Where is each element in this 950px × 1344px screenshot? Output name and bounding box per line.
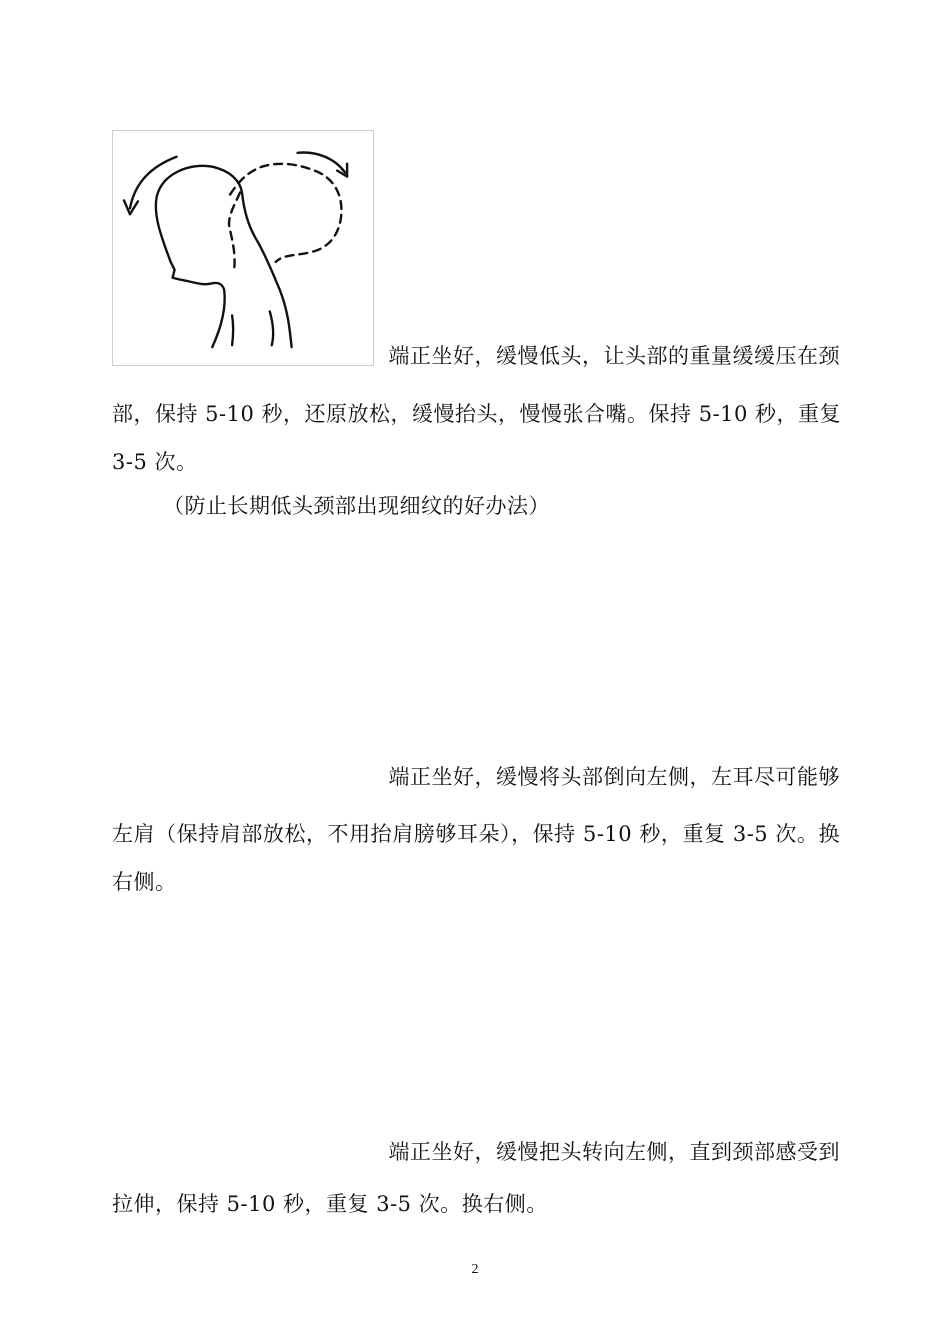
section3-line2: 拉伸，保持 5-10 秒，重复 3-5 次。换右侧。 xyxy=(112,1192,548,1216)
neck-exercise-illustration xyxy=(112,130,374,366)
section3-line1: 端正坐好，缓慢把头转向左侧，直到颈部感受到 xyxy=(388,1140,840,1164)
section2-line2: 左肩（保持肩部放松，不用抬肩膀够耳朵），保持 5-10 秒，重复 3-5 次。换 xyxy=(112,822,840,846)
rotate-right-arrow xyxy=(298,153,346,173)
neck-line-right xyxy=(270,311,273,345)
section1-line1: 端正坐好，缓慢低头，让头部的重量缓缓压在颈 xyxy=(388,344,840,368)
page-number: 2 xyxy=(471,1262,479,1277)
section1-note: （防止长期低头颈部出现细纹的好办法） xyxy=(163,494,550,518)
section1-line2: 部，保持 5-10 秒，还原放松，缓慢抬头，慢慢张合嘴。保持 5-10 秒，重复 xyxy=(112,402,842,426)
section1-line3: 3-5 次。 xyxy=(112,450,198,474)
section2-line3: 右侧。 xyxy=(112,870,177,894)
face-profile-upright xyxy=(171,262,225,347)
neck-line-left xyxy=(232,315,233,345)
section2-line1: 端正坐好，缓慢将头部倒向左侧，左耳尽可能够 xyxy=(388,765,840,789)
rotate-left-arrow xyxy=(130,157,177,209)
neck-outline-tilted xyxy=(229,192,240,269)
